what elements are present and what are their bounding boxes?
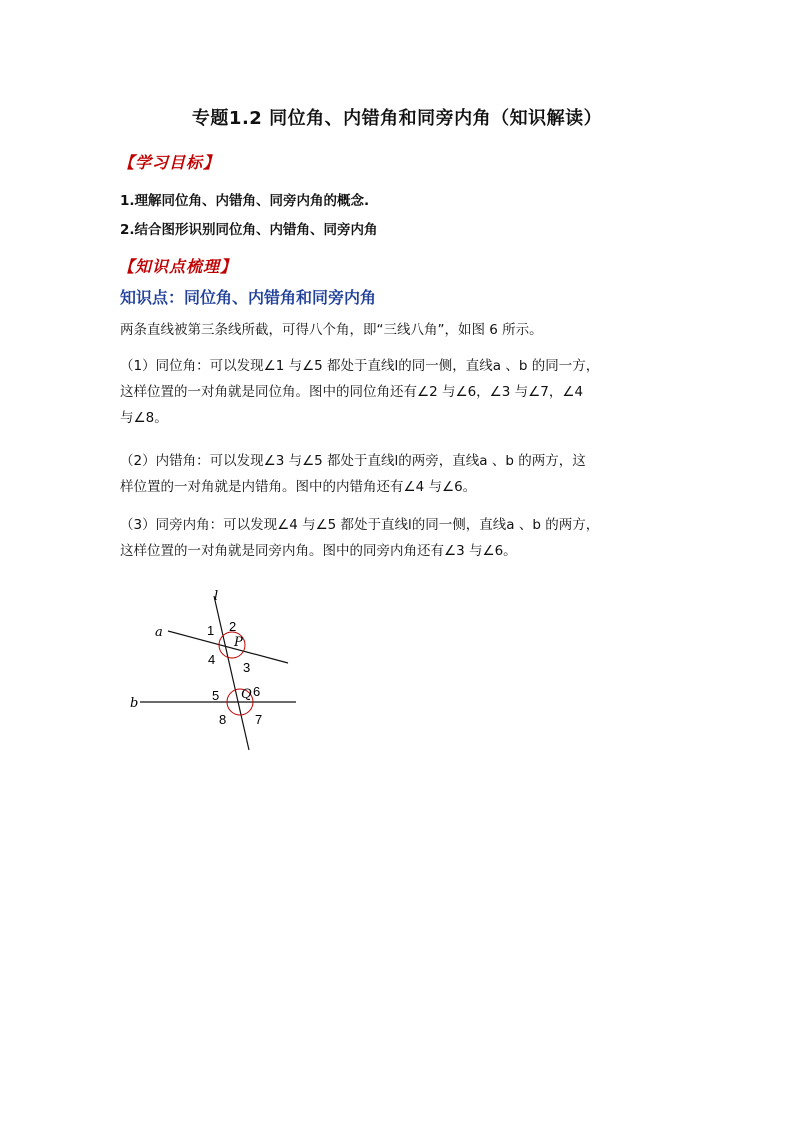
angle-label-7: 7 xyxy=(255,712,263,727)
paragraph-line: （2）内错角：可以发现∠3 与∠5 都处于直线l的两旁，直线a 、b 的两方，这 xyxy=(120,453,586,469)
label-l: l xyxy=(214,589,219,604)
paragraph-line: 这样位置的一对角就是同位角。图中的同位角还有∠2 与∠6，∠3 与∠7，∠4 xyxy=(120,384,584,400)
page-title: 专题1.2 同位角、内错角和同旁内角（知识解读） xyxy=(191,108,603,129)
angle-label-8: 8 xyxy=(219,712,227,727)
angle-label-3: 3 xyxy=(243,660,251,675)
knowledge-heading: 【知识点梳理】 xyxy=(118,257,238,276)
paragraph-line: 样位置的一对角就是内错角。图中的内错角还有∠4 与∠6。 xyxy=(120,479,477,495)
angle-label-6: 6 xyxy=(253,684,261,699)
learning-goals-heading: 【学习目标】 xyxy=(118,153,221,172)
goal-item-2: 2.结合图形识别同位角、内错角、同旁内角 xyxy=(120,222,378,238)
same-side-angles-paragraph xyxy=(120,512,680,564)
alternate-angles-paragraph xyxy=(120,448,680,500)
angle-label-5: 5 xyxy=(212,688,220,703)
corresponding-angles-paragraph xyxy=(120,353,680,431)
angle-label-4: 4 xyxy=(208,652,216,667)
paragraph-line: 与∠8。 xyxy=(120,410,168,426)
intro-paragraph xyxy=(120,317,680,343)
label-a: a xyxy=(155,625,163,640)
paragraph-line: （1）同位角：可以发现∠1 与∠5 都处于直线l的同一侧，直线a 、b 的同一方， xyxy=(120,358,600,374)
angle-label-2: 2 xyxy=(229,619,237,634)
knowledge-point-title: 知识点：同位角、内错角和同旁内角 xyxy=(120,288,377,307)
label-b: b xyxy=(130,696,139,711)
paragraph-line: 这样位置的一对角就是同旁内角。图中的同旁内角还有∠3 与∠6。 xyxy=(120,543,517,559)
label-point-p: P xyxy=(234,635,243,650)
label-point-q: Q xyxy=(241,687,252,702)
intro-text: 两条直线被第三条线所截，可得八个角，即“三线八角”，如图 6 所示。 xyxy=(120,322,543,338)
paragraph-line: （3）同旁内角：可以发现∠4 与∠5 都处于直线l的同一侧，直线a 、b 的两方， xyxy=(120,517,600,533)
goal-item-1: 1.理解同位角、内错角、同旁内角的概念. xyxy=(120,193,370,209)
three-lines-eight-angles-figure xyxy=(124,588,314,758)
angle-label-1: 1 xyxy=(207,623,215,638)
